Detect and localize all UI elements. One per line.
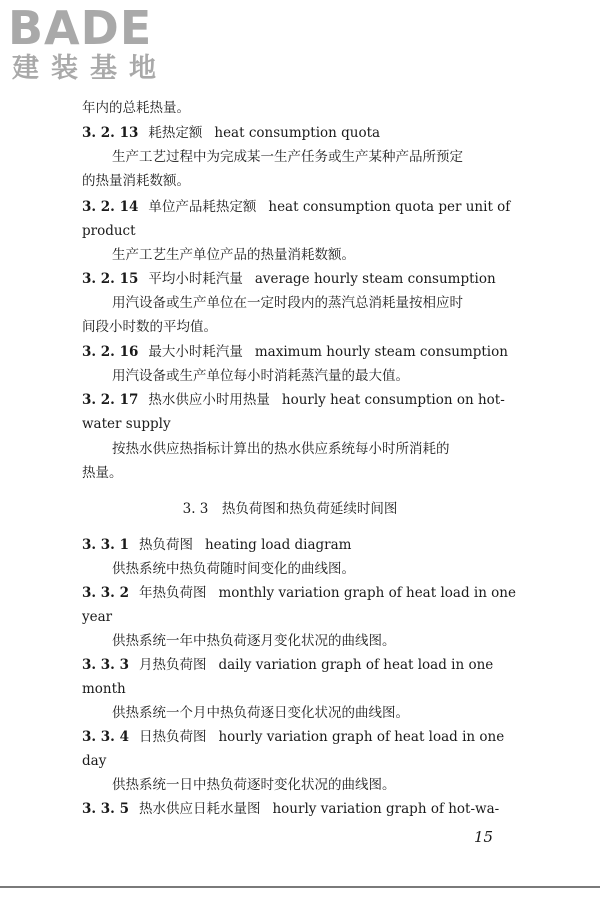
term-english: hourly variation graph of heat load in one [218, 729, 505, 745]
watermark-logo [8, 1, 168, 84]
term-chinese: 热水供应小时用热量 [148, 392, 270, 408]
term-number: 3. 3. 1 [82, 537, 129, 553]
text-line: 按热水供应热指标计算出的热水供应系统每小时所消耗的 [112, 441, 450, 457]
term-english: hourly variation graph of hot-wa- [272, 801, 500, 817]
term-3-3-3 [82, 656, 493, 674]
term-number: 3. 3. 5 [82, 801, 129, 817]
term-chinese: 热水供应日耗水量图 [138, 801, 261, 817]
term-number: 3. 3. 2 [82, 585, 129, 601]
text-line: product [82, 223, 136, 239]
term-chinese: 最大小时耗汽量 [148, 344, 243, 360]
term-number: 3. 2. 14 [82, 199, 139, 215]
term-number: 3. 2. 17 [82, 392, 139, 408]
term-chinese: 热负荷图 [138, 537, 193, 553]
text-line: day [82, 753, 107, 769]
term-3-3-4 [82, 728, 504, 746]
term-3-2-17 [82, 391, 505, 409]
text-line: 用汽设备或生产单位每小时消耗蒸汽量的最大值。 [112, 368, 409, 384]
term-3-2-14 [82, 198, 510, 216]
text-line: 供热系统一日中热负荷逐时变化状况的曲线图。 [112, 777, 396, 793]
term-english: heat consumption quota per unit of [268, 199, 511, 215]
term-english: monthly variation graph of heat load in one [218, 585, 516, 601]
term-chinese: 平均小时耗汽量 [148, 271, 243, 287]
term-number: 3. 3. 4 [82, 729, 129, 745]
term-number: 3. 3. 3 [82, 657, 129, 673]
text-line: 生产工艺过程中为完成某一生产任务或生产某种产品所预定 [112, 149, 463, 165]
text-line: 年内的总耗热量。 [82, 100, 190, 116]
term-english: heat consumption quota [214, 125, 381, 141]
term-english: average hourly steam consumption [254, 271, 496, 287]
text-line: 生产工艺生产单位产品的热量消耗数额。 [112, 247, 355, 263]
term-3-3-2 [82, 584, 516, 602]
term-3-2-13 [82, 124, 380, 142]
term-english: heating load diagram [204, 537, 352, 553]
term-3-3-5 [82, 800, 499, 818]
term-chinese: 年热负荷图 [138, 585, 207, 601]
logo-subtitle: 建装基地 [12, 53, 168, 84]
page-number: 15 [474, 828, 494, 846]
term-chinese: 耗热定额 [148, 125, 203, 141]
term-english: hourly heat consumption on hot- [281, 392, 505, 408]
text-line: month [82, 681, 126, 697]
term-number: 3. 2. 16 [82, 344, 139, 360]
term-english: maximum hourly steam consumption [254, 344, 508, 360]
term-number: 3. 2. 13 [82, 125, 139, 141]
term-number: 3. 2. 15 [82, 271, 139, 287]
term-chinese: 单位产品耗热定额 [148, 199, 257, 215]
term-chinese: 日热负荷图 [138, 729, 207, 745]
term-3-3-1 [82, 536, 351, 554]
text-line: 供热系统一年中热负荷逐月变化状况的曲线图。 [112, 633, 396, 649]
term-3-2-16 [82, 343, 508, 361]
term-chinese: 月热负荷图 [138, 657, 207, 673]
text-line: 热量。 [82, 465, 123, 481]
term-3-2-15 [82, 270, 496, 288]
term-english: daily variation graph of heat load in one [218, 657, 494, 673]
text-line: 用汽设备或生产单位在一定时段内的蒸汽总消耗量按相应时 [112, 295, 463, 311]
text-line: 供热系统一个月中热负荷逐日变化状况的曲线图。 [112, 705, 409, 721]
text-line: 的热量消耗数额。 [82, 173, 190, 189]
text-line: year [82, 609, 113, 625]
section-heading: 3. 3 热负荷图和热负荷延续时间图 [182, 501, 398, 517]
text-line: 间段小时数的平均值。 [82, 319, 217, 335]
text-line: water supply [82, 416, 171, 432]
bottom-rule [0, 886, 600, 888]
logo-wordmark: BADE [8, 1, 153, 55]
text-line: 供热系统中热负荷随时间变化的曲线图。 [112, 561, 355, 577]
